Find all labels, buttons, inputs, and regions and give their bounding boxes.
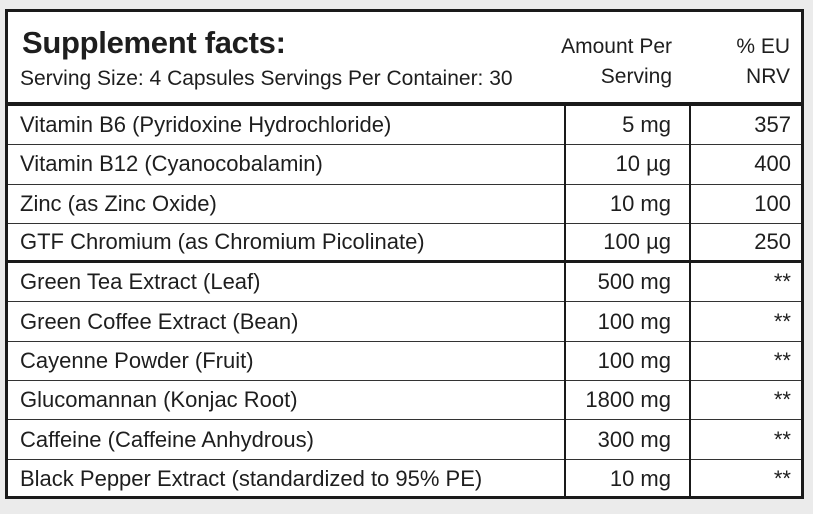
nutrient-name: Black Pepper Extract (standardized to 95% PE) <box>20 466 483 492</box>
table-row <box>8 342 801 381</box>
nutrient-name: GTF Chromium (as Chromium Picolinate) <box>20 229 425 255</box>
nutrient-amount: 1800 mg <box>585 387 671 413</box>
nutrient-name: Cayenne Powder (Fruit) <box>20 347 254 373</box>
nutrient-name: Vitamin B12 (Cyanocobalamin) <box>20 151 323 177</box>
table-row <box>8 381 801 420</box>
nrv-header-line1: % EU <box>736 35 790 58</box>
label-title: Supplement facts: <box>22 25 286 60</box>
nutrient-name: Green Coffee Extract (Bean) <box>20 308 299 334</box>
serving-info: Serving Size: 4 Capsules Servings Per Container: 30 <box>20 67 513 90</box>
nutrient-nrv: 400 <box>754 151 791 177</box>
nutrient-amount: 500 mg <box>597 269 671 295</box>
amount-header-line2: Serving <box>600 65 672 88</box>
nutrient-name: Glucomannan (Konjac Root) <box>20 387 298 413</box>
nutrient-nrv: ** <box>773 269 791 295</box>
nrv-column-header <box>698 32 790 92</box>
nutrient-amount: 100 mg <box>597 308 671 334</box>
table-row <box>8 185 801 224</box>
amount-header-line1: Amount Per <box>561 35 672 58</box>
nutrient-nrv: ** <box>773 426 791 452</box>
nutrient-nrv: ** <box>773 347 791 373</box>
table-row <box>8 263 801 302</box>
nutrient-nrv: ** <box>773 466 791 492</box>
column-divider <box>564 106 566 496</box>
table-row <box>8 224 801 263</box>
nutrient-nrv: 100 <box>754 190 791 216</box>
nutrient-nrv: ** <box>773 308 791 334</box>
nutrient-nrv: 250 <box>754 229 791 255</box>
nutrient-nrv: 357 <box>754 112 791 138</box>
nutrient-amount: 10 mg <box>609 190 671 216</box>
table-row <box>8 420 801 459</box>
table-row <box>8 302 801 341</box>
table-row <box>8 145 801 184</box>
table-row <box>8 460 801 499</box>
nutrient-nrv: ** <box>773 387 791 413</box>
nutrient-amount: 300 mg <box>597 426 671 452</box>
nutrient-name: Vitamin B6 (Pyridoxine Hydrochloride) <box>20 112 392 138</box>
amount-column-header <box>548 32 672 92</box>
nutrient-amount: 100 µg <box>603 229 671 255</box>
supplement-facts-label <box>5 9 804 499</box>
label-header <box>8 12 801 106</box>
nutrient-name: Green Tea Extract (Leaf) <box>20 269 261 295</box>
column-divider <box>689 106 691 496</box>
nutrient-amount: 100 mg <box>597 347 671 373</box>
table-row <box>8 106 801 145</box>
nutrient-table <box>8 106 801 499</box>
nutrient-amount: 10 µg <box>615 151 671 177</box>
nutrient-amount: 10 mg <box>609 466 671 492</box>
nrv-header-line2: NRV <box>746 65 790 88</box>
nutrient-name: Zinc (as Zinc Oxide) <box>20 190 217 216</box>
nutrient-name: Caffeine (Caffeine Anhydrous) <box>20 426 314 452</box>
nutrient-amount: 5 mg <box>622 112 671 138</box>
